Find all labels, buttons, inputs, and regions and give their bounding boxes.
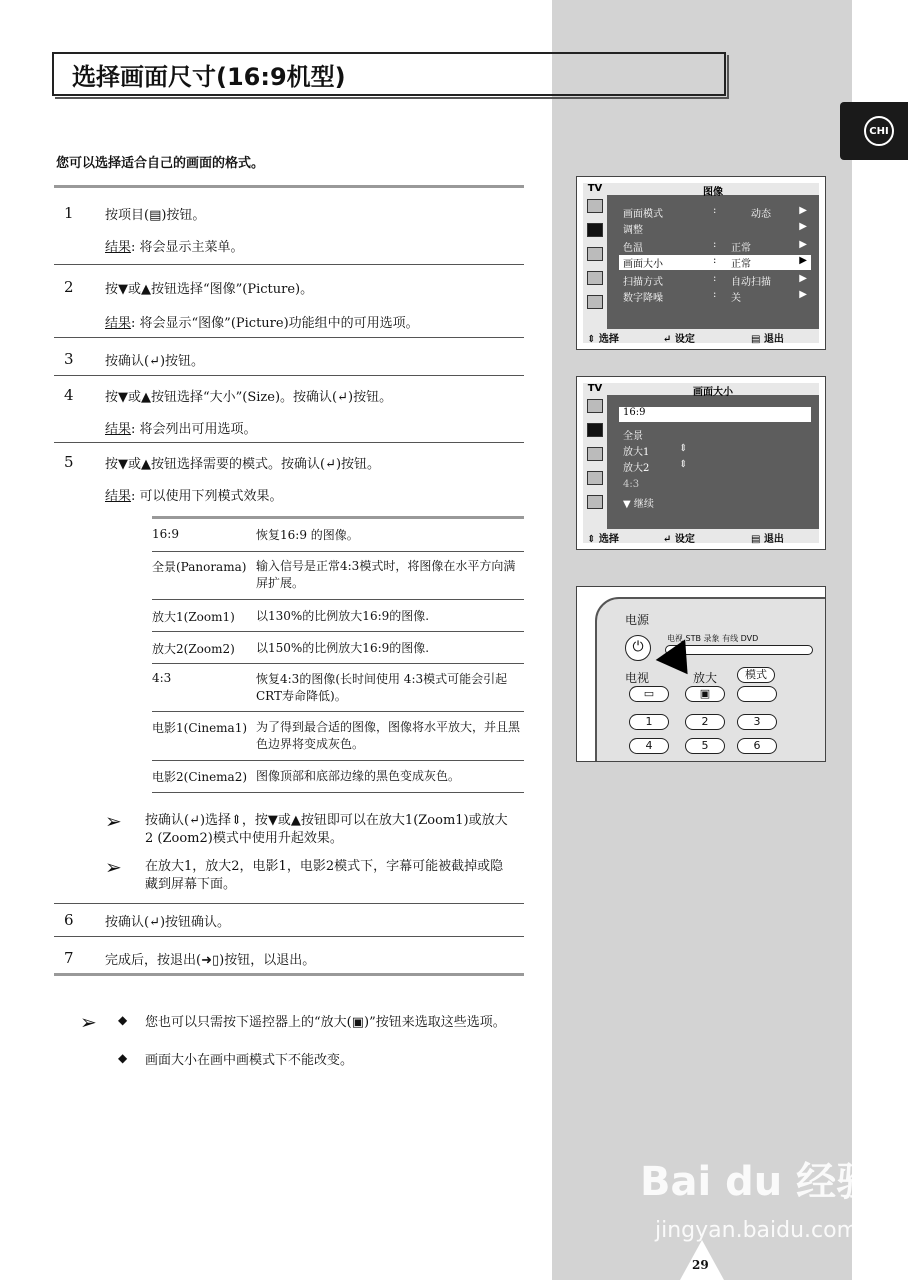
step-text: 完成后，按退出(➜▯)按钮，以退出。 (105, 953, 316, 968)
step-result: 结果: 可以使用下列模式效果。 (105, 489, 283, 504)
osd-footer (583, 329, 819, 343)
blank-button[interactable] (737, 686, 777, 702)
mode-name: 4:3 (152, 671, 172, 685)
osd-tv-label: TV (587, 183, 603, 194)
mode-name: 16:9 (152, 527, 179, 541)
mode-button[interactable]: 模式 (737, 667, 775, 683)
page-number: 29 (692, 1258, 709, 1272)
osd-row (623, 289, 811, 304)
osd-header: 画面大小 (607, 383, 819, 395)
intro-text: 您可以选择适合自己的画面的格式。 (56, 156, 265, 171)
step-result: 结果: 将会显示“图像”(Picture)功能组中的可用选项。 (105, 316, 419, 331)
osd-row-label: 画面模式 (623, 209, 663, 220)
arrow-right-icon: ▶ (799, 273, 807, 284)
note-arrow-icon: ➢ (105, 809, 122, 833)
setup-icon (587, 495, 603, 509)
tv-button[interactable]: ▭ (629, 686, 669, 702)
step-number: 5 (64, 453, 74, 471)
osd-header: 图像 (607, 183, 819, 195)
osd-row-value: 动态 (751, 209, 771, 220)
mode-desc: 以130%的比例放大16:9的图像. (256, 609, 430, 623)
table-divider (152, 631, 524, 632)
osd-foot-select: ⇕ 选择 (587, 334, 619, 345)
mode-desc: 为了得到最合适的图像，图像将水平放大，并且黑色边界将变成灰色。 (256, 720, 521, 751)
number-key[interactable]: 3 (737, 714, 777, 730)
osd-row-colon: : (713, 255, 717, 266)
mode-desc: 恢复4:3的图像(长时间使用 4:3模式可能会引起CRT寿命降低)。 (256, 672, 508, 703)
divider (54, 973, 524, 976)
mode-desc: 恢复16:9 的图像。 (256, 528, 359, 542)
channel-icon (587, 271, 603, 285)
step-number: 6 (64, 911, 74, 929)
note-arrow-icon: ➢ (105, 855, 122, 879)
osd-row-label: 扫描方式 (623, 277, 663, 288)
divider (54, 337, 524, 338)
step-text: 按▼或▲按钮选择需要的模式。按确认(↵)按钮。 (105, 457, 381, 472)
step-number: 3 (64, 350, 74, 368)
divider (54, 936, 524, 937)
result-text: 将会显示主菜单。 (139, 240, 244, 255)
mode-name: 全景(Panorama) (152, 560, 247, 574)
osd-foot-select: ⇕ 选择 (587, 534, 619, 545)
page-title: 选择画面尺寸(16:9机型) (72, 62, 346, 91)
divider (54, 185, 524, 188)
osd-row (623, 443, 811, 458)
osd-row-label: 放大1 (623, 447, 650, 458)
mode-name: 电影1(Cinema1) (152, 721, 248, 735)
title-box (52, 52, 726, 96)
mode-name: 放大2(Zoom2) (152, 642, 235, 656)
osd-size-menu (576, 376, 826, 550)
input-icon (587, 199, 603, 213)
power-label: 电源 (625, 613, 650, 627)
osd-row: 4:3 (623, 479, 640, 490)
step-result: 结果: 将会列出可用选项。 (105, 422, 257, 437)
number-key[interactable]: 2 (685, 714, 725, 730)
number-key[interactable]: 4 (629, 738, 669, 754)
osd-foot-exit: ▤ 退出 (751, 334, 784, 345)
step-text: 按▼或▲按钮选择“图像”(Picture)。 (105, 282, 314, 297)
step-text: 按确认(↵)按钮确认。 (105, 915, 231, 930)
osd-row-selected (619, 255, 811, 270)
result-text: 将会列出可用选项。 (139, 422, 257, 437)
osd-row (623, 221, 811, 236)
result-label: 结果 (105, 316, 132, 331)
mode-desc: 图像顶部和底部边缘的黑色变成灰色。 (256, 769, 461, 783)
divider (54, 375, 524, 376)
mode-desc: 输入信号是正常4:3模式时，将图像在水平方向满屏扩展。 (256, 559, 516, 590)
bullet-icon: ◆ (118, 1051, 128, 1065)
sound-icon (587, 247, 603, 261)
osd-row-label: 放大2 (623, 463, 650, 474)
step-number: 4 (64, 386, 74, 404)
result-text: 可以使用下列模式效果。 (139, 489, 283, 504)
step-number: 2 (64, 278, 74, 296)
divider (54, 264, 524, 265)
divider (54, 903, 524, 904)
sound-icon (587, 447, 603, 461)
updown-icon: ⇕ (679, 443, 688, 454)
osd-row-value: 正常 (731, 259, 751, 270)
result-label: 结果 (105, 422, 132, 437)
osd-row (623, 273, 811, 288)
zoom-label: 放大 (693, 671, 718, 685)
osd-continue: ▼ 继续 (623, 499, 654, 510)
zoom-button[interactable]: ▣ (685, 686, 725, 702)
result-label: 结果 (105, 489, 132, 504)
osd-row-value: 正常 (731, 243, 751, 254)
picture-icon (587, 423, 603, 437)
table-divider (152, 792, 524, 793)
osd-foot-set: ↵ 设定 (663, 534, 695, 545)
setup-icon (587, 295, 603, 309)
number-key[interactable]: 6 (737, 738, 777, 754)
osd-row-label: 数字降噪 (623, 293, 663, 304)
step-text: 按▼或▲按钮选择“大小”(Size)。按确认(↵)按钮。 (105, 390, 393, 405)
osd-row-colon: : (713, 273, 717, 284)
mode-desc: 以150%的比例放大16:9的图像. (256, 641, 430, 655)
table-divider (152, 711, 524, 712)
updown-icon: ⇕ (679, 459, 688, 470)
note-text: 按确认(↵)选择⇕，按▼或▲按钮即可以在放大1(Zoom1)或放大2 (Zoom2)模式中使用升起效果。 (145, 813, 508, 846)
tv-label: 电视 (625, 671, 650, 685)
mode-name: 电影2(Cinema2) (152, 770, 248, 784)
osd-foot-set: ↵ 设定 (663, 334, 695, 345)
osd-picture-menu (576, 176, 826, 350)
osd-row (623, 239, 811, 254)
osd-row (623, 459, 811, 474)
arrow-right-icon: ▶ (799, 289, 807, 300)
osd-row-colon: : (713, 205, 717, 216)
osd-tv-label: TV (587, 383, 603, 394)
osd-foot-exit: ▤ 退出 (751, 534, 784, 545)
power-button[interactable]: ⏻ (625, 635, 651, 661)
table-divider (152, 516, 524, 519)
number-key[interactable]: 1 (629, 714, 669, 730)
step-number: 1 (64, 204, 74, 222)
mode-name: 放大1(Zoom1) (152, 610, 235, 624)
table-divider (152, 551, 524, 552)
osd-row-value: 关 (731, 293, 741, 304)
footer-note: 您也可以只需按下遥控器上的“放大(▣)”按钮来选取这些选项。 (145, 1015, 506, 1030)
osd-row (623, 205, 811, 220)
arrow-right-icon: ▶ (799, 205, 807, 216)
number-key[interactable]: 5 (685, 738, 725, 754)
osd-screen (583, 183, 819, 343)
osd-row-colon: : (713, 239, 717, 250)
osd-row-label: 色温 (623, 243, 643, 254)
note-arrow-icon: ➢ (80, 1010, 97, 1034)
bullet-icon: ◆ (118, 1013, 128, 1027)
result-text: 将会显示“图像”(Picture)功能组中的可用选项。 (139, 316, 419, 331)
picture-icon (587, 223, 603, 237)
table-divider (152, 760, 524, 761)
osd-footer (583, 529, 819, 543)
footer-note: 画面大小在画中画模式下不能改变。 (145, 1053, 354, 1068)
table-divider (152, 663, 524, 664)
osd-row-label: 调整 (623, 225, 643, 236)
remote-illustration (576, 586, 826, 762)
osd-row-value: 自动扫描 (731, 277, 771, 288)
result-label: 结果 (105, 240, 132, 255)
language-badge: CHI (864, 116, 894, 146)
osd-row-colon: : (713, 289, 717, 300)
table-divider (152, 599, 524, 600)
step-result: 结果: 将会显示主菜单。 (105, 240, 244, 255)
step-number: 7 (64, 949, 74, 967)
arrow-right-icon: ▶ (799, 239, 807, 250)
input-icon (587, 399, 603, 413)
channel-icon (587, 471, 603, 485)
osd-row-selected: 16:9 (619, 407, 811, 422)
step-text: 按确认(↵)按钮。 (105, 354, 205, 369)
note-text: 在放大1，放大2，电影1，电影2模式下，字幕可能被截掉或隐藏到屏幕下面。 (145, 859, 504, 892)
step-text: 按项目(▤)按钮。 (105, 208, 206, 223)
watermark-url: jingyan.baidu.com (655, 1218, 859, 1243)
osd-row: 全景 (623, 431, 643, 442)
arrow-right-icon: ▶ (799, 221, 807, 232)
osd-row-label: 画面大小 (623, 259, 663, 270)
osd-screen (583, 383, 819, 543)
arrow-right-icon: ▶ (799, 255, 807, 266)
source-labels: 电视 STB 录象 有线 DVD (667, 634, 759, 643)
divider (54, 442, 524, 443)
watermark: Bai du 经验 (640, 1159, 877, 1205)
